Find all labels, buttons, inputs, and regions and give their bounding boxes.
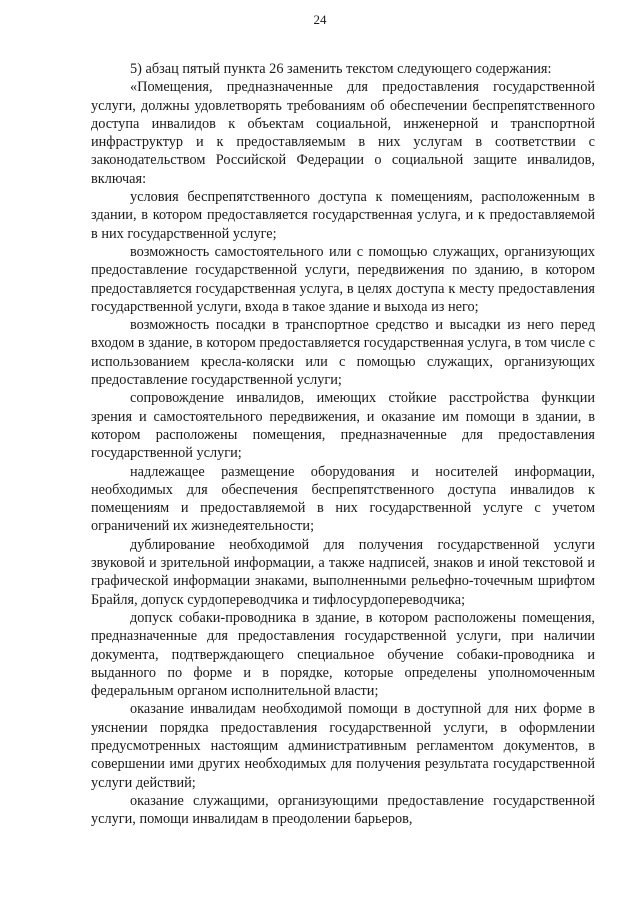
paragraph: 5) абзац пятый пункта 26 заменить текстом следующего содержания: <box>130 61 552 77</box>
paragraph: возможность посадки в транспортное средство и высадки из него перед входом в здание, в котором предоставляется государственная услуга, в том числе с использованием кресла-коляски или с помощью служащих, организующих предоставление государственной услуги; <box>91 317 595 389</box>
paragraph: условия беспрепятственного доступа к помещениям, расположенным в здании, в котором предоставляется государственная услуга, и к предоставляемой в них государственной услуге; <box>91 189 595 242</box>
paragraph: оказание инвалидам необходимой помощи в доступной для них форме в уяснении порядка предоставления государственной услуги, в оформлении предусмотренных настоящим административным регламентом документов, в совершении ими других необходимых для получения результата государственной услуги действий; <box>91 701 595 791</box>
paragraph: надлежащее размещение оборудования и носителей информации, необходимых для обеспечения беспрепятственного доступа инвалидов к помещениям и предоставляемой в них государственной услуге с учетом ограничений их жизнедеятельности; <box>91 463 595 535</box>
paragraph: возможность самостоятельного или с помощью служащих, организующих предоставление государственной услуги, передвижения по зданию, в котором предоставляется государственная услуга, в целях доступа к месту предоставления государственной услуги, входа в такое здание и выхода из него; <box>91 243 595 315</box>
paragraph: оказание служащими, организующими предоставление государственной услуги, помощи инвалидам в преодолении барьеров, <box>91 792 595 828</box>
paragraph: «Помещения, предназначенные для предоставления государственной услуги, должны удовлетворять требованиям об обеспечении беспрепятственного доступа инвалидов к объектам социальной, инженерной и транспортной инфраструктур и к предоставляемым в них услугам в соответствии с законодательством Российской Федерации о социальной защите инвалидов, включая: <box>91 79 595 187</box>
paragraph: сопровождение инвалидов, имеющих стойкие расстройства функции зрения и самостоятельного передвижения, и оказание им помощи в здании, в котором расположены помещения, предназначенные для предоставления государственной услуги; <box>91 390 595 462</box>
document-body <box>91 60 595 828</box>
paragraph: допуск собаки-проводника в здание, в котором расположены помещения, предназначенные для предоставления государственной услуги, при наличии документа, подтверждающего специальное обучение собаки-проводника и выданного по форме и в порядке, которые определены уполномоченным федеральным органом исполнительной власти; <box>91 609 595 700</box>
paragraph: дублирование необходимой для получения государственной услуги звуковой и зрительной информации, а также надписей, знаков и иной текстовой и графической информации знаками, выполненными рельефно-точечным шрифтом Брайля, допуск сурдопереводчика и тифлосурдопереводчика; <box>91 536 595 608</box>
page-number: 24 <box>313 12 327 27</box>
